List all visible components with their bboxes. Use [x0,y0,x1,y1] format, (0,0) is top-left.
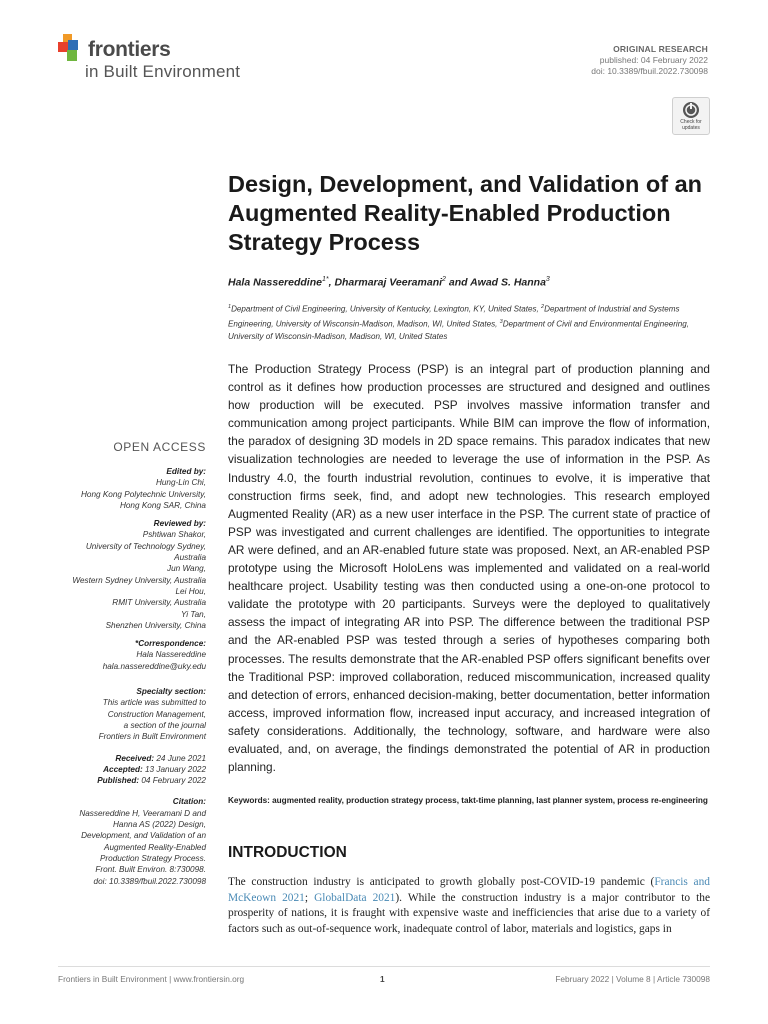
specialty-line: Construction Management, [107,709,206,719]
frontiers-logo-icon [58,34,84,62]
specialty-line: This article was submitted to [102,698,206,708]
section-heading-introduction: INTRODUCTION [228,844,347,861]
editor-line: Hung-Lin Chi, [155,478,206,488]
intro-text-part: ; [304,891,315,904]
correspondence-email[interactable]: hala.nassereddine@uky.edu [102,661,206,671]
article-doi[interactable]: doi: 10.3389/fbuil.2022.730098 [591,66,708,76]
affiliation-text: Department of Civil and Environmental Engineering, University of Wisconsin-Madison, Madison, WI, United States [228,319,689,341]
reviewer-line: Lei Hou, [175,586,206,596]
citation-line: Front. Built Environ. 8:730098. [95,865,206,875]
journal-name: in Built Environment [85,62,241,81]
citation-line: doi: 10.3389/fbuil.2022.730098 [93,876,206,886]
reviewed-by-label: Reviewed by: [153,519,206,529]
affiliations [228,301,710,343]
author-name[interactable]: Dharmaraj Veeramani [334,276,443,289]
article-sidebar [30,466,206,887]
accepted-date: 13 January 2022 [142,764,206,774]
brand-name: frontiers [88,38,171,61]
reviewer-line: University of Technology Sydney, [85,541,206,551]
published-date-sidebar: 04 February 2022 [139,776,206,786]
intro-text-part: The construction industry is anticipated to growth globally post-COVID-19 pandemic ( [228,876,655,888]
author-mark: 1* [321,276,329,283]
check-updates-label: Check for updates [680,119,702,131]
specialty-label: Specialty section: [136,687,206,697]
article-title: Design, Development, and Validation of an Augmented Reality-Enabled Production Strategy Process [228,171,702,255]
affiliation-text: Department of Industrial and Systems Engineering, University of Wisconsin-Madison, Madison, WI, United States, [228,304,680,329]
received-date: 24 June 2021 [154,753,206,763]
page-number: 1 [380,974,385,984]
citation-label: Citation: [172,797,206,807]
received-label: Received: [115,753,155,763]
author-list [228,276,708,289]
open-access-label: OPEN ACCESS [113,440,206,454]
specialty-line: a section of the journal [123,720,206,730]
introduction-text [228,875,710,937]
published-date: published: 04 February 2022 [599,55,708,65]
article-meta [591,44,708,77]
footer-divider [58,966,710,967]
specialty-line: Frontiers in Built Environment [98,732,206,742]
intro-text-part: ). While the construction industry is a major contributor to the prosperity of nations, it is fraught with expensive waste and inefficiencies that arise due to a variety of factors such as out-of-sequence work, inadequate control of labor, materials and logistics, gaps in [228,891,710,935]
footer-journal-link[interactable]: Frontiers in Built Environment | www.frontiersin.org [58,974,245,984]
citation-line: Augmented Reality-Enabled [104,842,206,852]
check-updates-icon [682,101,700,119]
edited-by-label: Edited by: [166,467,206,476]
reviewer-line: Pshtiwan Shakor, [142,530,206,540]
footer-issue-info: February 2022 | Volume 8 | Article 730098 [555,974,710,984]
affiliation-number: 1 [228,304,232,310]
citation-link[interactable]: GlobalData 2021 [314,891,396,904]
correspondence-label: *Correspondence: [135,639,206,649]
check-for-updates-button[interactable] [672,97,710,135]
editor-line: Hong Kong SAR, China [119,500,206,510]
correspondence-name: Hala Nassereddine [136,650,206,660]
citation-line: Production Strategy Process. [99,853,206,863]
citation-line: Hanna AS (2022) Design, [113,820,206,830]
author-name[interactable]: Awad S. Hanna [470,276,546,289]
editor-line: Hong Kong Polytechnic University, [81,489,206,499]
reviewer-line: RMIT University, Australia [112,598,206,608]
reviewer-line: Shenzhen University, China [105,620,206,630]
citation-line: Development, and Validation of an [81,831,206,841]
affiliation-number: 2 [541,304,545,310]
reviewer-line: Jun Wang, [167,564,206,574]
journal-logo[interactable] [58,34,298,84]
abstract: The Production Strategy Process (PSP) is an integral part of production planning and control as it defines how production processes are structured and designed and outlines how production will be executed. PSP involves massive information transfer and communication among project participants. While BIM can improve the flow of information, the paradox of designing 3D models in 2D space remains. This paradox indicates that new visualization technologies are needed to leverage the use of information in the PSP. As Industry 4.0, the fourth industrial revolution, continues to evolve, it is imperative that construction firms seek, find, and adopt new technologies. This research employed Augmented Reality (AR) as a new user interface in the PSP. The current state of practice of PSP was investigated and current challenges are identified. The opportunities to integrate AR were defined, and an AR-enabled future state was proposed. Next, an AR-enabled PSP prototype using the Microsoft HoloLens was implemented and validated on a real-world healthcare project. Usability testing was then conducted using a one-on-one protocol to validate the prototype with 20 participants. Surveys were the deployed to qualitatively assess the impact of integrating AR into PSP. The difference between the traditional PSP and the AR-enabled PSP was tested through a series of hypotheses comparing both processes. The results demonstrate that the AR-enabled PSP offers significant benefits over the Traditional PSP: improved collaboration, reduced miscommunication, increased quality and detection of errors, enhanced decision-making, better documentation, better information access, improved information flow, increased input accuracy, and increased integration of safety considerations. Additionally, the technology, software, and hardware were also evaluated, and, on average, the findings demonstrated the potential of AR in production planning. [228,362,710,775]
citation-link[interactable]: Francis and McKeown 2021 [228,876,710,904]
affiliation-number: 3 [499,318,503,325]
keywords: Keywords: augmented reality, production strategy process, takt-time planning, last planner system, process re-engineering [228,796,708,805]
reviewer-line: Western Sydney University, Australia [72,575,206,585]
author-mark: 2 [442,276,446,283]
author-mark: 3 [545,276,550,283]
citation-line: Nassereddine H, Veeramani D and [79,808,206,818]
reviewer-line: Australia [174,553,206,563]
author-separator: , [328,276,335,289]
affiliation-text: Department of Civil Engineering, University of Kentucky, Lexington, KY, United States, [231,304,542,314]
article-type: ORIGINAL RESEARCH [613,44,708,54]
accepted-label: Accepted: [103,764,143,774]
author-separator: and [445,276,471,289]
reviewer-line: Yi Tan, [180,609,206,619]
author-name[interactable]: Hala Nassereddine [228,276,322,289]
published-label: Published: [97,776,140,786]
